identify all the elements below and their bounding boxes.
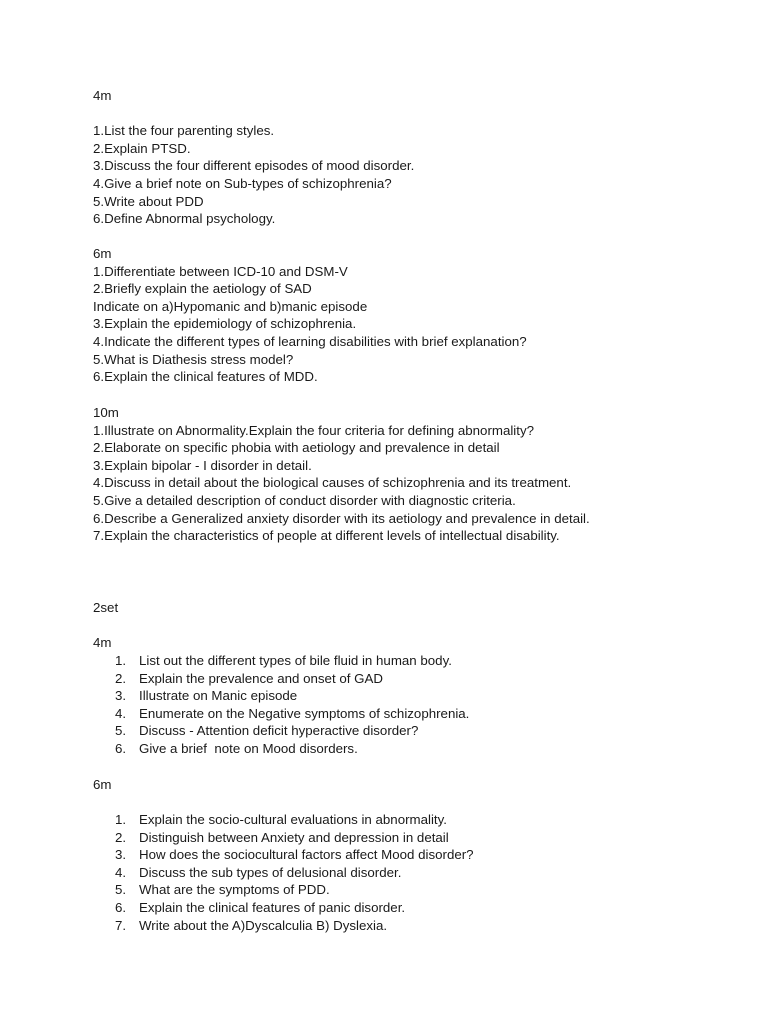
item-text: Write about the A)Dyscalculia B) Dyslexia. [139, 917, 388, 933]
set2-6m-list [93, 811, 733, 934]
question: 4.Give a brief note on Sub-types of schizophrenia? [93, 175, 392, 191]
item-text: How does the sociocultural factors affect Mood disorder? [139, 847, 474, 863]
item-number: 7. [115, 917, 127, 933]
item-number: 4. [115, 864, 127, 880]
section-heading: 4m [93, 635, 112, 650]
item-text: Distinguish between Anxiety and depression in detail [139, 829, 449, 845]
question: 5.Give a detailed description of conduct disorder with diagnostic criteria. [93, 492, 516, 508]
set-title: 2set [93, 600, 119, 615]
item-number: 4. [115, 705, 127, 721]
question: Indicate on a)Hypomanic and b)manic episode [93, 298, 368, 314]
list-item [93, 687, 733, 705]
item-number: 3. [115, 847, 127, 863]
item-text: Explain the prevalence and onset of GAD [139, 670, 383, 686]
set2-title-block [93, 599, 733, 617]
question: 3.Explain bipolar - I disorder in detail. [93, 457, 312, 473]
item-text: Explain the clinical features of panic disorder. [139, 899, 406, 915]
set1-6m-section [93, 245, 733, 386]
item-number: 2. [115, 829, 127, 845]
list-item [93, 899, 733, 917]
list-item [93, 670, 733, 688]
set2-6m-heading-block [93, 776, 733, 794]
item-number: 1. [115, 812, 127, 827]
list-item [93, 846, 733, 864]
list-item [93, 722, 733, 740]
item-text: Give a brief note on Mood disorders. [139, 740, 358, 756]
item-text: Discuss the sub types of delusional disorder. [139, 864, 402, 880]
question: 3.Discuss the four different episodes of mood disorder. [93, 158, 415, 174]
question: 2.Elaborate on specific phobia with aetiology and prevalence in detail [93, 440, 500, 456]
item-text: Explain the socio-cultural evaluations in abnormality. [139, 812, 447, 827]
question: 1.List the four parenting styles. [93, 123, 275, 139]
question: 2.Explain PTSD. [93, 140, 191, 156]
set2-4m-heading-block [93, 634, 733, 652]
section-heading: 6m [93, 777, 112, 792]
list-item [93, 917, 733, 935]
item-number: 5. [115, 723, 127, 739]
blank-line [93, 105, 733, 123]
question: 4.Discuss in detail about the biological causes of schizophrenia and its treatment. [93, 475, 572, 491]
set1-10m-section [93, 404, 733, 545]
question: 5.What is Diathesis stress model? [93, 351, 294, 367]
section-heading: 4m [93, 88, 112, 103]
section-heading: 10m [93, 405, 119, 420]
item-text: What are the symptoms of PDD. [139, 882, 330, 898]
item-text: List out the different types of bile fluid in human body. [139, 653, 452, 668]
item-text: Discuss - Attention deficit hyperactive disorder? [139, 723, 419, 739]
list-item [93, 811, 733, 829]
list-item [93, 829, 733, 847]
question: 5.Write about PDD [93, 193, 204, 209]
set2-4m-list [93, 652, 733, 758]
item-number: 6. [115, 740, 127, 756]
item-number: 5. [115, 882, 127, 898]
list-item [93, 705, 733, 723]
section-heading: 6m [93, 246, 112, 261]
question: 1.Differentiate between ICD-10 and DSM-V [93, 263, 348, 279]
list-item [93, 881, 733, 899]
list-item [93, 864, 733, 882]
item-text: Illustrate on Manic episode [139, 688, 298, 704]
question: 3.Explain the epidemiology of schizophrenia. [93, 316, 357, 332]
question: 1.Illustrate on Abnormality.Explain the four criteria for defining abnormality? [93, 422, 534, 438]
question: 6.Explain the clinical features of MDD. [93, 369, 318, 385]
question: 4.Indicate the different types of learning disabilities with brief explanation? [93, 333, 527, 349]
item-text: Enumerate on the Negative symptoms of schizophrenia. [139, 705, 470, 721]
question: 6.Describe a Generalized anxiety disorder with its aetiology and prevalence in detail. [93, 510, 590, 526]
set1-4m-section [93, 87, 733, 228]
question: 7.Explain the characteristics of people at different levels of intellectual disability. [93, 528, 560, 544]
item-number: 3. [115, 688, 127, 704]
item-number: 6. [115, 899, 127, 915]
question: 6.Define Abnormal psychology. [93, 211, 276, 227]
list-item [93, 740, 733, 758]
item-number: 1. [115, 653, 127, 668]
item-number: 2. [115, 670, 127, 686]
question: 2.Briefly explain the aetiology of SAD [93, 281, 312, 297]
list-item [93, 652, 733, 670]
